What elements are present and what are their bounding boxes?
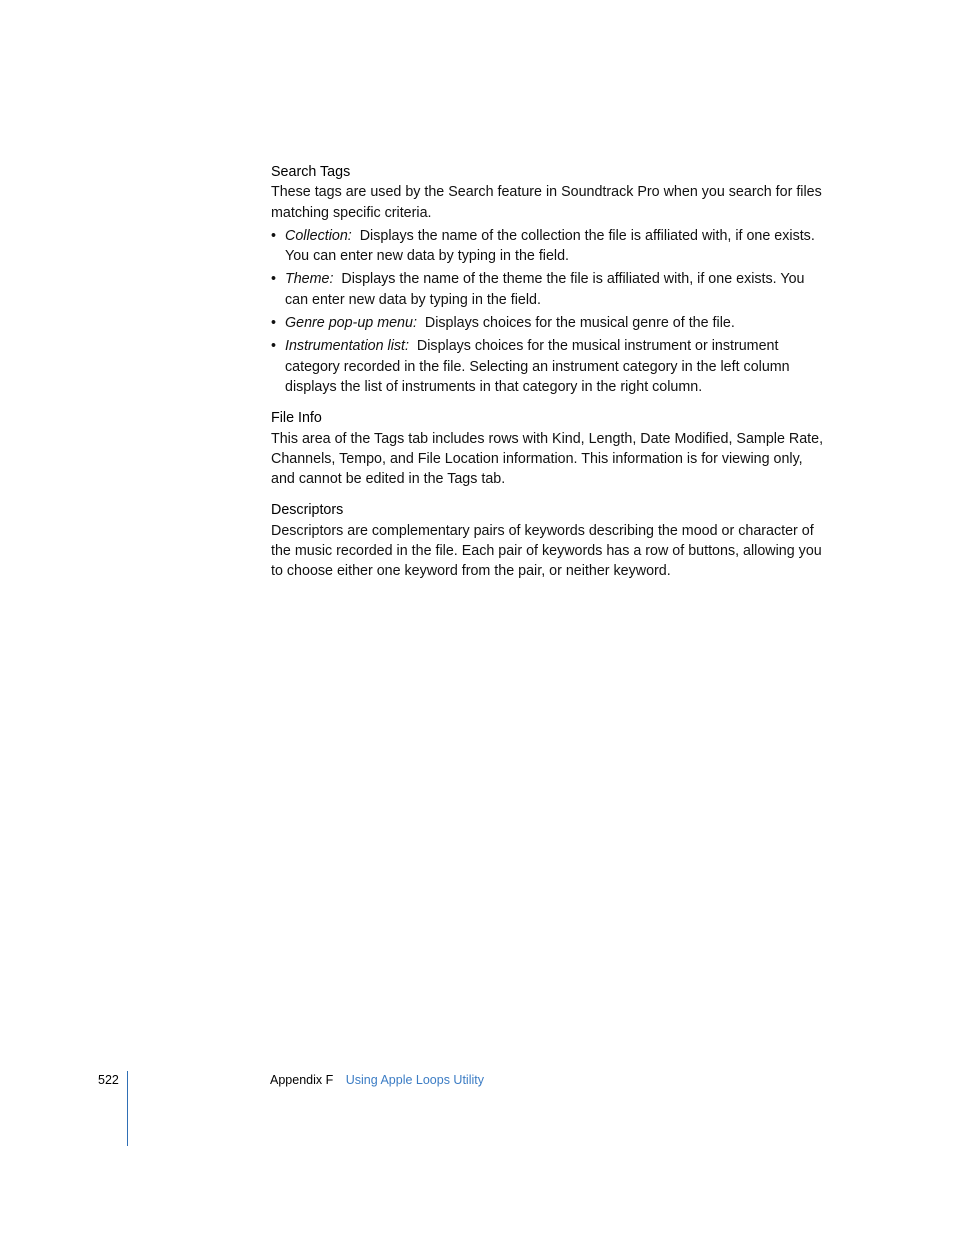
section-file-info	[271, 408, 827, 489]
bullet-icon: •	[271, 271, 277, 288]
bullet-text: Displays the name of the theme the file is affiliated with, if one exists. You can enter new data by typing in the field.	[285, 271, 805, 308]
section-heading: Search Tags	[271, 164, 351, 180]
footer-divider	[127, 1071, 128, 1146]
chapter-title-link[interactable]: Using Apple Loops Utility	[345, 1073, 484, 1087]
bullet-term: Instrumentation list:	[285, 338, 409, 355]
section-intro: These tags are used by the Search feature in Soundtrack Pro when you search for files matching specific criteria.	[271, 184, 822, 221]
page-content	[271, 162, 827, 593]
bullet-icon: •	[271, 315, 277, 332]
section-heading: File Info	[271, 410, 322, 427]
bullet-term: Genre pop-up menu:	[285, 315, 417, 332]
section-body: Descriptors are complementary pairs of keywords describing the mood or character of the music recorded in the file. Each pair of keywords has a row of buttons, allowing you to choose either one keyword from the pair, or neither keyword.	[271, 522, 822, 580]
list-item	[271, 226, 827, 267]
section-body: This area of the Tags tab includes rows with Kind, Length, Date Modified, Sample Rate, Channels, Tempo, and File Location information. This information is for viewing only, and cannot be edited in the Tags tab.	[271, 430, 824, 488]
bullet-icon: •	[271, 227, 277, 244]
running-footer	[270, 1071, 484, 1089]
appendix-label: Appendix F	[270, 1073, 334, 1087]
bullet-text: Displays choices for the musical genre of the file.	[424, 315, 735, 332]
section-search-tags	[271, 162, 827, 397]
bullet-list	[271, 226, 827, 397]
bullet-text: Displays the name of the collection the file is affiliated with, if one exists. You can enter new data by typing in the field.	[285, 227, 815, 265]
bullet-text: Displays choices for the musical instrument or instrument category recorded in the file. Selecting an instrument category in the left column displays the list of instruments in that category in the right column.	[285, 338, 790, 395]
section-heading: Descriptors	[271, 502, 344, 519]
list-item	[271, 313, 827, 333]
list-item	[271, 269, 827, 310]
page-number: 522	[98, 1073, 119, 1087]
bullet-icon: •	[271, 338, 277, 355]
bullet-term: Collection:	[285, 227, 352, 244]
list-item	[271, 336, 827, 397]
section-descriptors	[271, 500, 827, 581]
bullet-term: Theme:	[285, 271, 334, 288]
